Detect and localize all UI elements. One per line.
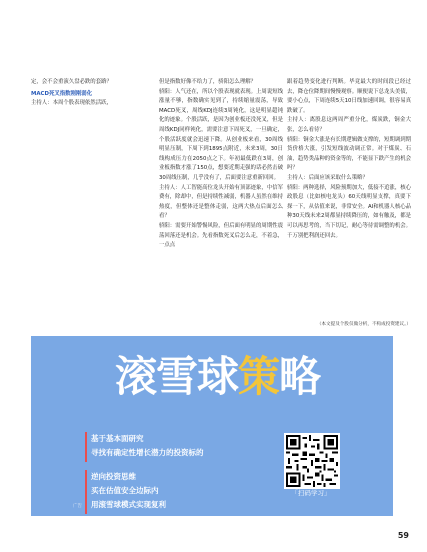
paragraph: 主持人：离股息这两周严重分化，煤炭跌，铜金大张，怎么看待？ bbox=[287, 117, 411, 133]
paragraph: 骄阳：两种选择，风险预期加大，低接不追涨，核心政股息（比如核电龙头）60天线明显支撑，真要下探一下，从估值来说，非常安全。AI和机器人核心品种30天线未来2周都显持续降压的，如有触及，都是可以再思考的，当下切记，耐心等待需调整的机会。千万别把利润还回去。 bbox=[287, 184, 411, 239]
paragraph: 主持人：本周个股表现依然活跃， bbox=[31, 100, 112, 107]
article-column-2 bbox=[159, 78, 283, 251]
paragraph: 但是指数好像不给力了，骄阳怎么理解？ bbox=[159, 79, 257, 85]
page-number: 59 bbox=[397, 531, 409, 540]
article-column-3 bbox=[287, 78, 411, 241]
ad-tag: 广告 bbox=[73, 504, 82, 509]
paragraph: 骄阳：人气还在，所以个股表现就表现。上周说短线涨量不够，指数确实见到了，持续缩量震荡，导致MACD死叉，周线KDJ连续3周钝化，这是明显超钝化的迹象。个股活跃，是因为创业板还没死叉，但是周线KDJ同样钝化，需要注意下周死叉，一旦确定，个股活跃度就会迅速下降。从创业板来看，30周线明显压制，下周下到1895点附近，未来3周，30日线构成压力在2050点之下。年初最低跌在3周，创业板指数才涨了150点，想要近期走强的话必然击破30周线压制，几乎没有了，后面要注意重新回回。 bbox=[159, 88, 283, 181]
qr-code-label: 「扫码学习」 bbox=[291, 489, 331, 497]
paragraph: 定，会不会重演久盘必跌的套路？ bbox=[31, 79, 112, 85]
section-heading: MACD死叉指数刚刚弱化 bbox=[31, 90, 93, 97]
ad-title bbox=[115, 354, 320, 400]
ad-title-highlight: 策 bbox=[238, 352, 280, 401]
qr-code-icon[interactable] bbox=[284, 433, 340, 489]
paragraph: 主持人：人工智能高位龙头开始有顶部迹象，中信军费有，除却中，但是持续性减弱，机器人虽然在维持热度，但整体还是整体走弱，这两大热点后面怎么看？ bbox=[159, 184, 283, 220]
paragraph: 骄阳：需要开始警惕风险，但后面有明显的周期性震荡回落还是机会。先看指数死叉后怎么走，不着急，一点点 bbox=[159, 222, 283, 249]
ad-text-line: 用滚雪球模式实现复利 bbox=[91, 500, 166, 509]
ad-text-line: 逆向投资思维 bbox=[91, 472, 136, 481]
paragraph: 骄阳：铜金大涨是有长期逻辑做支撑的，短期调到期货价格大涨，引发短线波动调正常。对于煤炭、石油，趋势类品种的资金等的，不能显下跌产生的机会吗？ bbox=[287, 136, 411, 172]
ad-divider-line bbox=[85, 470, 87, 514]
ad-title-part: 滚雪球 bbox=[115, 352, 239, 401]
disclaimer-note: （本文提及个股仅做分析，不构成投资建议。） bbox=[316, 322, 411, 327]
ad-divider-line bbox=[85, 432, 87, 462]
ad-text-block-2 bbox=[91, 470, 166, 512]
ad-text-line: 寻找有确定性增长潜力的投资标的 bbox=[91, 448, 204, 457]
ad-text-line: 买在估值安全边际内 bbox=[91, 486, 159, 495]
paragraph: 主持人：后面应该采取什么策略？ bbox=[287, 174, 368, 181]
article-column-1 bbox=[31, 78, 155, 109]
ad-text-line: 基于基本面研究 bbox=[91, 434, 144, 443]
ad-text-block-1 bbox=[91, 432, 204, 460]
paragraph: 跟着趋势变化进行判断。毕竟最大的时间段已经过去，降仓位降期间慢慢观察。顺便说下总龙头美债，要小心点，下周连续5天10日线加速回调，很容易真跌破了。 bbox=[287, 79, 411, 114]
ad-title-part: 略 bbox=[279, 352, 321, 401]
advertisement-banner[interactable] bbox=[31, 336, 393, 516]
